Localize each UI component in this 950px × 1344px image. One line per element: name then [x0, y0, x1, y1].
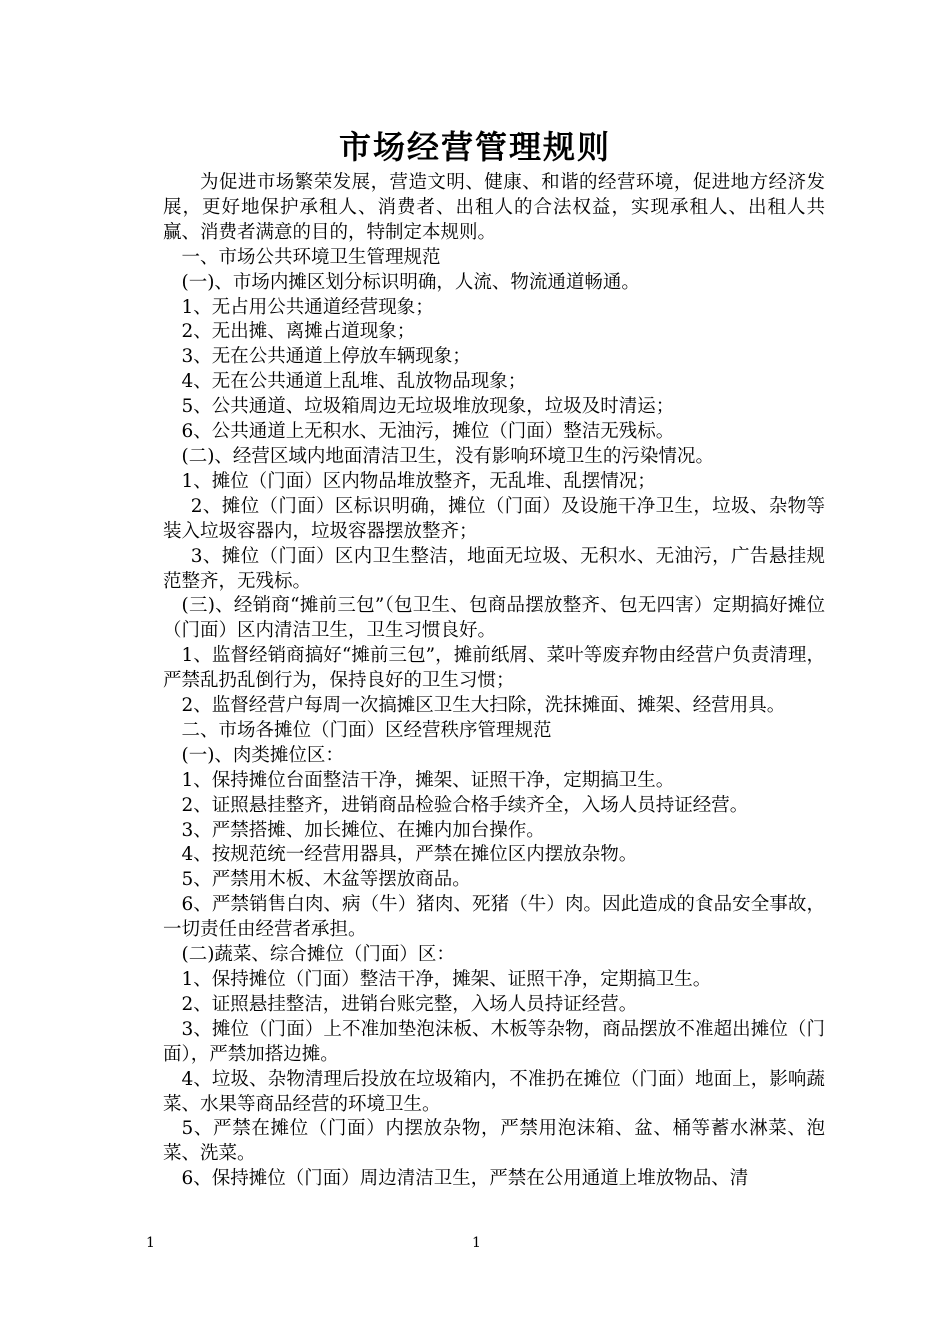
paragraph: 6、保持摊位（门面）周边清洁卫生，严禁在公用通道上堆放物品、清 [181, 1168, 749, 1190]
paragraph: 1、保持摊位台面整洁干净，摊架、证照干净，定期搞卫生。 [181, 769, 675, 791]
paragraph: (三)、经销商“摊前三包”（包卫生、包商品摆放整齐、包无四害）定期搞好摊位（门面）区内清洁卫生，卫生习惯良好。 [163, 595, 825, 642]
paragraph: 5、严禁用木板、木盆等摆放商品。 [181, 869, 471, 891]
document-body [163, 171, 825, 1192]
paragraph: 2、摊位（门面）区标识明确，摊位（门面）及设施干净卫生，垃圾、杂物等装入垃圾容器内，垃圾容器摆放整齐； [163, 495, 825, 542]
footer-page-number-left: 1 [146, 1235, 155, 1251]
paragraph: (一)、市场内摊区划分标识明确，人流、物流通道畅通。 [181, 271, 640, 293]
paragraph: 3、严禁搭摊、加长摊位、在摊内加台操作。 [181, 819, 545, 841]
paragraph: 5、公共通道、垃圾箱周边无垃圾堆放现象，垃圾及时清运； [181, 396, 675, 418]
paragraph: 3、无在公共通道上停放车辆现象； [181, 346, 471, 368]
paragraph: (二)、经营区域内地面清洁卫生，没有影响环境卫生的污染情况。 [181, 445, 714, 467]
document-title: 市场经营管理规则 [338, 128, 611, 166]
paragraph: 1、保持摊位（门面）整洁干净，摊架、证照干净，定期搞卫生。 [181, 969, 712, 990]
paragraph: 一、市场公共环境卫生管理规范 [181, 246, 441, 268]
paragraph: 2、证照悬挂整洁，进销台账完整，入场人员持证经营。 [181, 993, 638, 1015]
paragraph: 4、无在公共通道上乱堆、乱放物品现象； [181, 371, 527, 393]
paragraph: (一)、肉类摊位区： [181, 744, 344, 766]
paragraph: 3、摊位（门面）上不准加垫泡沫板、木板等杂物，商品摆放不准超出摊位（门面），严禁加搭边摊。 [163, 1018, 825, 1065]
paragraph: 3、摊位（门面）区内卫生整洁，地面无垃圾、无积水、无油污，广告悬挂规范整齐，无残标。 [163, 545, 825, 592]
paragraph: 2、无出摊、离摊占道现象； [181, 321, 416, 343]
paragraph: 2、监督经营户每周一次搞摊区卫生大扫除，洗抹摊面、摊架、经营用具。 [181, 695, 786, 717]
paragraph: (二)蔬菜、综合摊位（门面）区： [181, 944, 455, 966]
paragraph: 6、公共通道上无积水、无油污，摊位（门面）整洁无残标。 [181, 421, 675, 443]
paragraph: 二、市场各摊位（门面）区经营秩序管理规范 [181, 719, 552, 741]
paragraph: 4、垃圾、杂物清理后投放在垃圾箱内，不准扔在摊位（门面）地面上，影响蔬菜、水果等商品经营的环境卫生。 [163, 1068, 825, 1115]
paragraph: 1、摊位（门面）区内物品堆放整齐，无乱堆、乱摆情况； [181, 470, 656, 492]
paragraph: 1、监督经销商搞好“摊前三包”，摊前纸屑、菜叶等废弃物由经营户负责清理，严禁乱扔乱倒行为，保持良好的卫生习惯； [163, 645, 825, 692]
paragraph: 6、严禁销售白肉、病（牛）猪肉、死猪（牛）肉。因此造成的食品安全事故，一切责任由经营者承担。 [163, 894, 825, 941]
paragraph: 2、证照悬挂整齐，进销商品检验合格手续齐全，入场人员持证经营。 [181, 794, 749, 816]
paragraph: 为促进市场繁荣发展，营造文明、健康、和谐的经营环境，促进地方经济发展，更好地保护承租人、消费者、出租人的合法权益，实现承租人、出租人共赢、消费者满意的目的，特制定本规则。 [163, 172, 825, 243]
paragraph: 1、无占用公共通道经营现象； [181, 296, 434, 318]
paragraph: 4、按规范统一经营用器具，严禁在摊位区内摆放杂物。 [181, 844, 638, 866]
paragraph: 5、严禁在摊位（门面）内摆放杂物，严禁用泡沫箱、盆、桶等蓄水淋菜、泡菜、洗菜。 [163, 1118, 825, 1165]
footer-page-number-center: 1 [472, 1235, 481, 1251]
